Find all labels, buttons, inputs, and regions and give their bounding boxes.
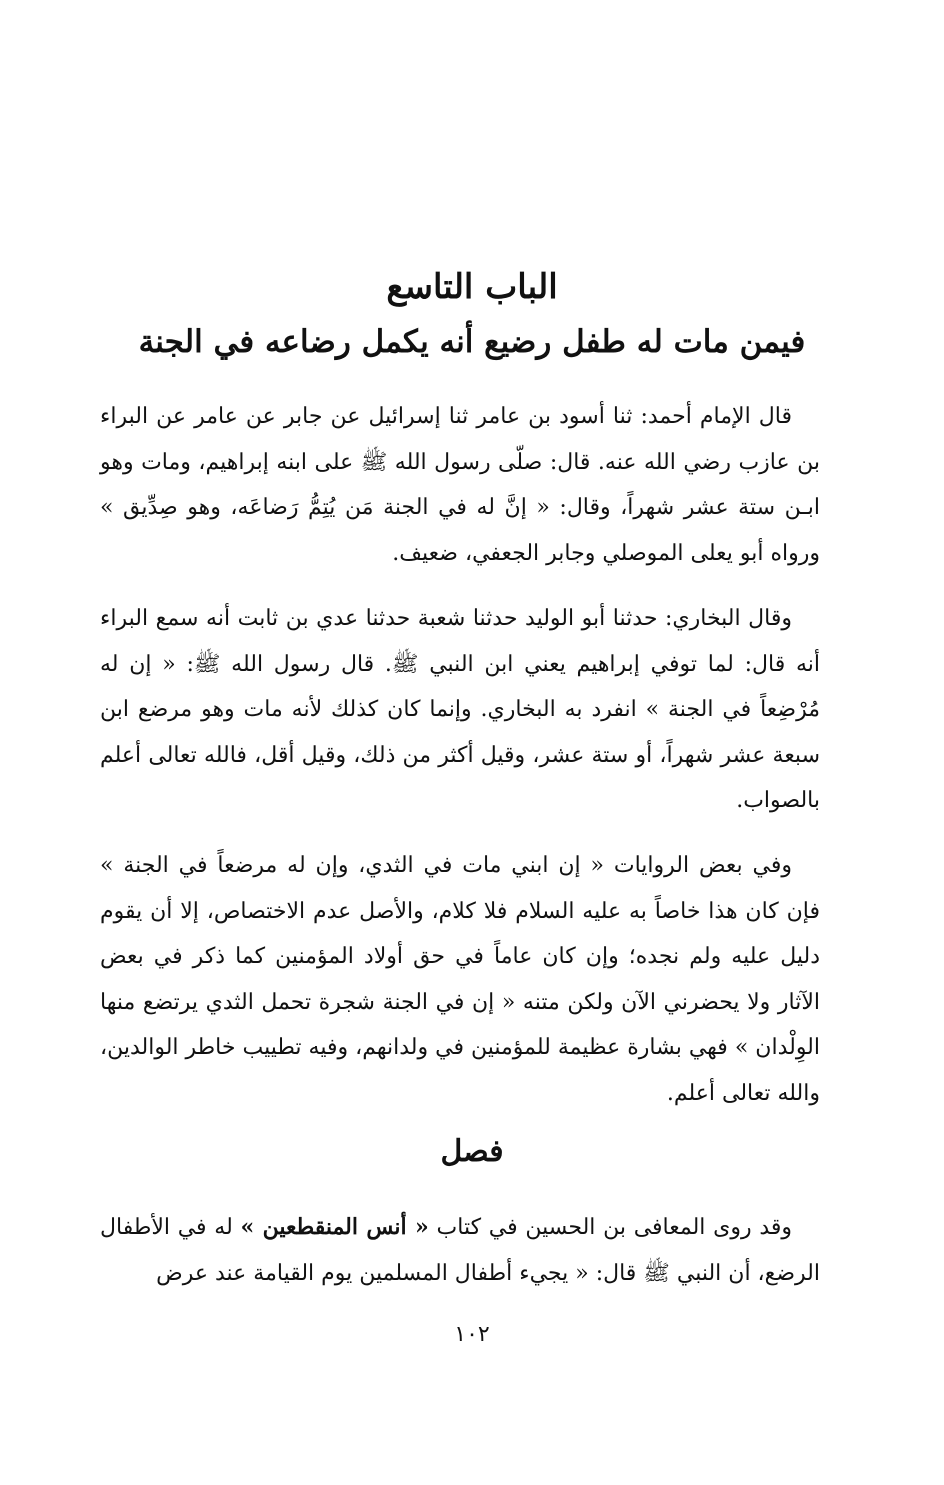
- book-title: « أنس المنقطعين »: [240, 1214, 429, 1240]
- paragraph-bukhari-narration: وقال البخاري: حدثنا أبو الوليد حدثنا شعبة حدثنا عدي بن ثابت أنه سمع البراء أنه قال: لما توفي إبراهيم يعني ابن النبي ﷺ. قال رسول الله ﷺ: « إن له مُرْضِعاً في الجنة » انفرد به البخاري. وإنما كان كذلك لأنه مات وهو مرضع ابن سبعة عشر شهراً، أو ستة عشر، وقيل أكثر من ذلك، وقيل أقل، فالله تعالى أعلم بالصواب.: [100, 606, 820, 814]
- chapter-title: الباب التاسع: [386, 267, 558, 307]
- section-text-after-title: له في الأطفال الرضع، أن النبي ﷺ قال: « يجيء أطفال المسلمين يوم القيامة عند عرض: [100, 1215, 820, 1286]
- paragraph-other-narrations: وفي بعض الروايات « إن ابني مات في الثدي، وإن له مرضعاً في الجنة » فإن كان هذا خاصاً به عليه السلام فلا كلام، والأصل عدم الاختصاص، إلا أن يقوم دليل عليه ولم نجده؛ وإن كان عاماً في حق أولاد المؤمنين كما ذكر في بعض الآثار ولا يحضرني الآن ولكن متنه « إن في الجنة شجرة تحمل الثدي يرتضع منها الوِلْدان » فهي بشارة عظيمة للمؤمنين في ولدانهم، وفيه تطييب خاطر الوالدين، والله تعالى أعلم.: [100, 853, 820, 1106]
- section-heading: فصل: [440, 1134, 504, 1169]
- paragraph-ahmad-narration: قال الإمام أحمد: ثنا أسود بن عامر ثنا إسرائيل عن جابر عن عامر عن البراء بن عازب رضي الله عنه. قال: صلّى رسول الله ﷺ على ابنه إبراهيم، ومات وهو ابـن ستة عشر شهراً، وقال: « إنَّ له في الجنة مَن يُتِمُّ رَضاعَه، وهو صِدِّيق » ورواه أبو يعلى الموصلي وجابر الجعفي، ضعيف.: [100, 404, 820, 566]
- section-text-before-title: وقد روى المعافى بن الحسين في كتاب: [428, 1215, 793, 1240]
- page-number: ١٠٢: [454, 1322, 490, 1347]
- paragraph-section-text: [100, 1205, 820, 1296]
- chapter-subtitle: فيمن مات له طفل رضيع أنه يكمل رضاعه في الجنة: [138, 324, 806, 360]
